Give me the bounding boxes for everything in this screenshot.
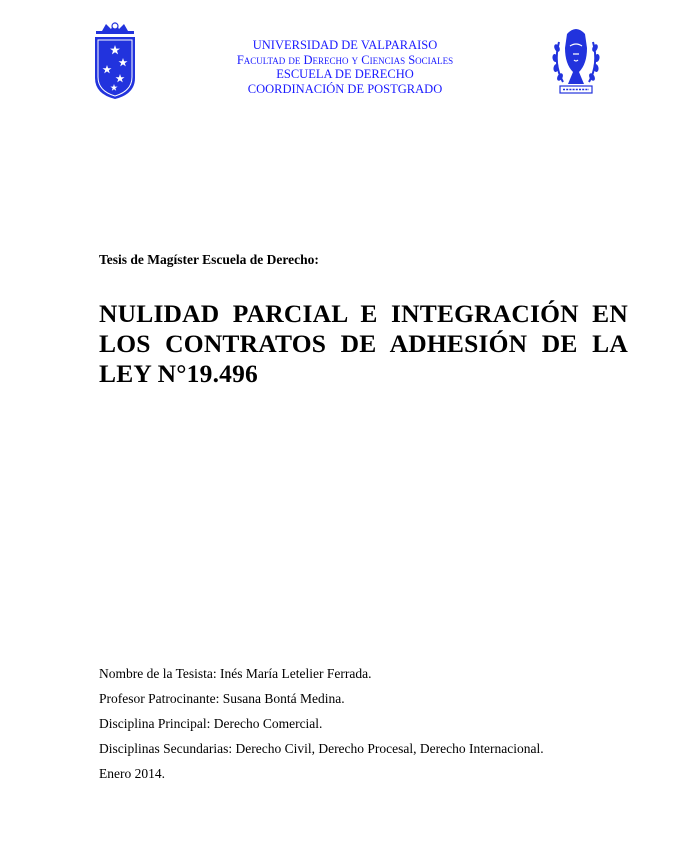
author-line: Nombre de la Tesista: Inés María Letelier Ferrada.: [99, 666, 372, 681]
thesis-kicker: Tesis de Magíster Escuela de Derecho:: [99, 252, 319, 267]
school-name: ESCUELA DE DERECHO: [276, 67, 414, 81]
date-line: Enero 2014.: [99, 766, 165, 781]
advisor-line: Profesor Patrocinante: Susana Bontá Medina.: [99, 691, 345, 706]
thesis-info: [99, 666, 569, 791]
university-name: UNIVERSIDAD DE VALPARAISO: [252, 38, 438, 52]
thesis-title: NULIDAD PARCIAL E INTEGRACIÓN EN LOS CONTRATOS DE ADHESIÓN DE LA LEY N°19.496: [99, 299, 628, 388]
institution-header: [200, 38, 490, 96]
faculty-name: Facultad de Derecho y Ciencias Sociales: [236, 52, 454, 67]
university-shield-logo: [92, 20, 138, 100]
coordination-name: COORDINACIÓN DE POSTGRADO: [247, 81, 443, 96]
secondary-disciplines-line: Disciplinas Secundarias: Derecho Civil, Derecho Procesal, Derecho Internacional.: [99, 741, 544, 756]
main-discipline-line: Disciplina Principal: Derecho Comercial.: [99, 716, 323, 731]
faculty-portrait-logo: [551, 24, 601, 96]
